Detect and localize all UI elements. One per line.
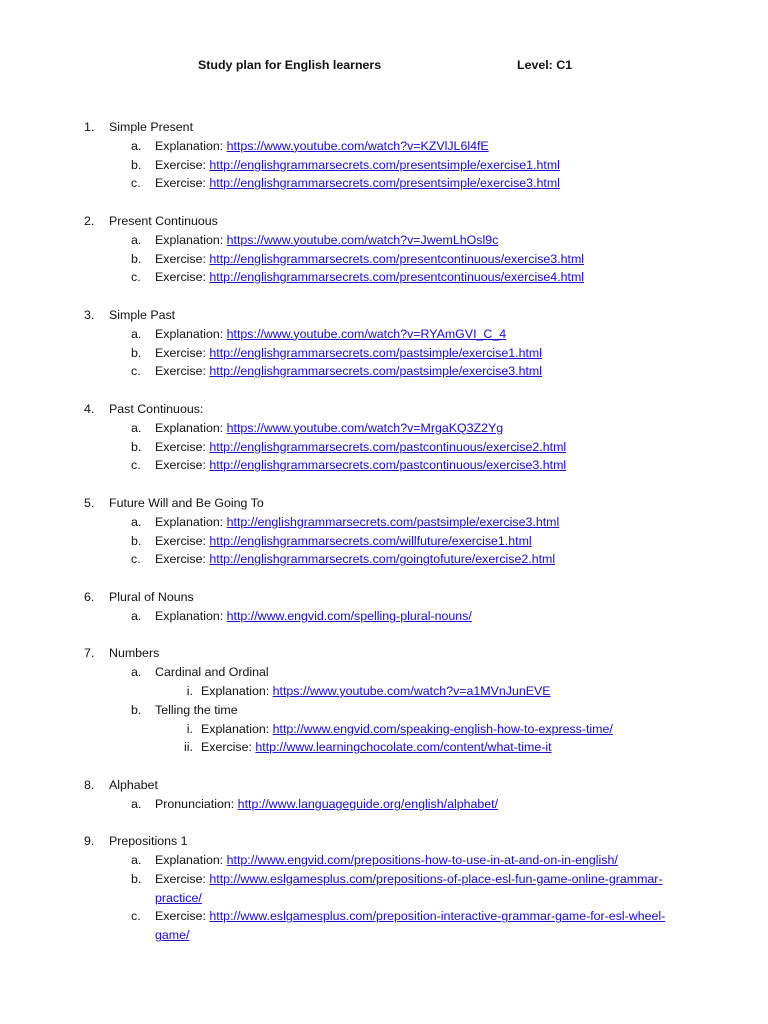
sub-item-label: Explanation: xyxy=(201,683,273,698)
section-heading xyxy=(0,832,768,851)
list-item xyxy=(0,137,768,156)
list-section xyxy=(0,588,768,626)
list-item xyxy=(0,663,768,682)
resource-link[interactable]: http://englishgrammarsecrets.com/presentsimple/exercise1.html xyxy=(209,157,560,172)
list-item xyxy=(0,513,768,532)
section-heading xyxy=(0,776,768,795)
item-marker: c. xyxy=(131,458,141,473)
document-header xyxy=(0,58,768,76)
item-marker: a. xyxy=(131,853,142,868)
section-title: Past Continuous: xyxy=(109,401,204,416)
resource-link[interactable]: http://englishgrammarsecrets.com/pastcontinuous/exercise2.html xyxy=(209,439,567,454)
list-item xyxy=(0,550,768,569)
item-text xyxy=(155,325,506,344)
resource-link[interactable]: http://englishgrammarsecrets.com/presentsimple/exercise3.html xyxy=(209,176,560,191)
item-label: Telling the time xyxy=(155,702,238,717)
item-label: Explanation: xyxy=(155,853,227,868)
item-text xyxy=(155,513,559,532)
link-continuation xyxy=(0,889,768,908)
item-marker: a. xyxy=(131,138,142,153)
sub-item-marker: i. xyxy=(186,721,193,736)
resource-link[interactable]: http://englishgrammarsecrets.com/presentcontinuous/exercise3.html xyxy=(209,251,585,266)
sub-list-item xyxy=(0,682,768,701)
list-section xyxy=(0,494,768,569)
item-text xyxy=(155,362,542,381)
item-text xyxy=(155,550,555,569)
item-marker: c. xyxy=(131,176,141,191)
item-marker: a. xyxy=(131,232,142,247)
resource-link[interactable]: http://englishgrammarsecrets.com/pastcontinuous/exercise3.html xyxy=(209,458,567,473)
item-label: Exercise: xyxy=(155,270,210,285)
item-marker: a. xyxy=(131,326,142,341)
section-title: Plural of Nouns xyxy=(109,589,194,604)
item-marker: a. xyxy=(131,420,142,435)
item-text xyxy=(155,344,542,363)
list-section xyxy=(0,644,768,757)
sub-item-text xyxy=(201,720,613,739)
list-item xyxy=(0,907,768,926)
item-label: Explanation: xyxy=(155,514,227,529)
item-label: Explanation: xyxy=(155,420,227,435)
list-item xyxy=(0,231,768,250)
item-text xyxy=(155,438,566,457)
item-label: Exercise: xyxy=(155,909,210,924)
section-heading xyxy=(0,588,768,607)
sub-list-item xyxy=(0,720,768,739)
item-text xyxy=(155,907,665,926)
resource-link-continuation[interactable]: practice/ xyxy=(155,890,202,905)
section-number: 2. xyxy=(84,213,95,228)
list-section xyxy=(0,776,768,814)
item-text xyxy=(155,250,584,269)
resource-link[interactable]: http://englishgrammarsecrets.com/willfuture/exercise1.html xyxy=(209,533,532,548)
section-title: Present Continuous xyxy=(109,213,218,228)
item-text xyxy=(155,532,532,551)
resource-link[interactable]: http://www.engvid.com/speaking-english-how-to-express-time/ xyxy=(272,721,613,736)
item-text xyxy=(155,456,566,475)
resource-link[interactable]: https://www.youtube.com/watch?v=KZVlJL6l4fE xyxy=(226,138,489,153)
item-marker: a. xyxy=(131,608,142,623)
item-marker: c. xyxy=(131,364,141,379)
sub-item-label: Explanation: xyxy=(201,721,273,736)
list-item xyxy=(0,438,768,457)
item-label: Exercise: xyxy=(155,533,210,548)
item-label: Exercise: xyxy=(155,251,210,266)
list-section xyxy=(0,212,768,287)
sub-item-text xyxy=(201,682,551,701)
item-text xyxy=(155,419,503,438)
list-section xyxy=(0,832,768,945)
item-text xyxy=(155,851,618,870)
section-title: Simple Present xyxy=(109,120,194,134)
item-label: Exercise: xyxy=(155,552,210,567)
list-item xyxy=(0,344,768,363)
section-number: 1. xyxy=(84,120,95,134)
item-text xyxy=(155,174,560,193)
item-marker: b. xyxy=(131,251,142,266)
level-label: Level: C1 xyxy=(517,58,573,72)
list-item xyxy=(0,607,768,626)
item-marker: c. xyxy=(131,552,141,567)
list-item xyxy=(0,532,768,551)
section-heading xyxy=(0,494,768,513)
item-text xyxy=(155,156,560,175)
list-section xyxy=(0,118,768,193)
resource-link[interactable]: http://www.learningchocolate.com/content/what-time-it xyxy=(255,740,552,755)
sub-item-label: Exercise: xyxy=(201,740,256,755)
item-text xyxy=(155,795,498,814)
section-number: 3. xyxy=(84,307,95,322)
resource-link[interactable]: http://englishgrammarsecrets.com/pastsimple/exercise3.html xyxy=(226,514,560,529)
section-heading xyxy=(0,644,768,663)
section-title: Simple Past xyxy=(109,307,176,322)
item-text xyxy=(155,137,489,156)
item-label: Explanation: xyxy=(155,326,227,341)
item-label: Explanation: xyxy=(155,232,227,247)
section-title: Alphabet xyxy=(109,777,158,792)
sub-list-item xyxy=(0,738,768,757)
item-marker: b. xyxy=(131,157,142,172)
list-item xyxy=(0,456,768,475)
item-text xyxy=(155,607,472,626)
item-marker: b. xyxy=(131,702,142,717)
item-text xyxy=(155,663,269,682)
item-label: Explanation: xyxy=(155,608,227,623)
section-number: 4. xyxy=(84,401,95,416)
sub-item-marker: i. xyxy=(186,683,193,698)
resource-link[interactable]: https://www.youtube.com/watch?v=MrgaKQ3Z2Yg xyxy=(226,420,504,435)
item-marker: b. xyxy=(131,533,142,548)
section-title: Numbers xyxy=(109,646,160,661)
section-number: 8. xyxy=(84,777,95,792)
resource-link[interactable]: http://www.eslgamesplus.com/prepositions-of-place-esl-fun-game-online-grammar- xyxy=(209,871,663,886)
resource-link[interactable]: http://www.engvid.com/spelling-plural-nouns/ xyxy=(226,608,472,623)
list-item xyxy=(0,325,768,344)
list-item xyxy=(0,268,768,287)
resource-link[interactable]: http://englishgrammarsecrets.com/pastsimple/exercise3.html xyxy=(209,364,543,379)
section-heading xyxy=(0,400,768,419)
item-marker: a. xyxy=(131,514,142,529)
item-marker: a. xyxy=(131,665,142,680)
link-continuation xyxy=(0,926,768,945)
section-title: Future Will and Be Going To xyxy=(109,495,264,510)
document-title: Study plan for English learners xyxy=(198,58,382,72)
item-text xyxy=(155,268,584,287)
resource-link[interactable]: https://www.youtube.com/watch?v=a1MVnJunEVE xyxy=(272,683,551,698)
resource-link[interactable]: http://www.languageguide.org/english/alphabet/ xyxy=(237,796,499,811)
list-item xyxy=(0,419,768,438)
item-label: Exercise: xyxy=(155,364,210,379)
list-section xyxy=(0,306,768,381)
list-item xyxy=(0,174,768,193)
resource-link[interactable]: https://www.youtube.com/watch?v=JwemLhOsl9c xyxy=(226,232,499,247)
item-marker: c. xyxy=(131,909,141,924)
item-label: Exercise: xyxy=(155,157,210,172)
resource-link[interactable]: http://www.eslgamesplus.com/preposition-interactive-grammar-game-for-esl-wheel- xyxy=(209,909,666,924)
item-label: Exercise: xyxy=(155,345,210,360)
section-number: 7. xyxy=(84,646,95,661)
section-number: 5. xyxy=(84,495,95,510)
resource-link[interactable]: http://www.engvid.com/prepositions-how-to-use-in-at-and-on-in-english/ xyxy=(226,853,618,868)
list-item xyxy=(0,870,768,889)
list-item xyxy=(0,701,768,720)
item-marker: b. xyxy=(131,345,142,360)
list-item xyxy=(0,362,768,381)
section-heading xyxy=(0,118,768,137)
resource-link[interactable]: http://englishgrammarsecrets.com/presentcontinuous/exercise4.html xyxy=(209,270,585,285)
item-label: Exercise: xyxy=(155,176,210,191)
list-item xyxy=(0,156,768,175)
item-label: Pronunciation: xyxy=(155,796,238,811)
section-number: 9. xyxy=(84,834,95,849)
list-section xyxy=(0,400,768,475)
item-label: Explanation: xyxy=(155,138,227,153)
item-text xyxy=(155,231,498,250)
resource-link[interactable]: http://englishgrammarsecrets.com/pastsimple/exercise1.html xyxy=(209,345,543,360)
item-marker: b. xyxy=(131,871,142,886)
item-label: Exercise: xyxy=(155,458,210,473)
list-item xyxy=(0,250,768,269)
study-plan-list xyxy=(0,118,768,964)
item-marker: a. xyxy=(131,796,142,811)
section-title: Prepositions 1 xyxy=(109,834,188,849)
resource-link-continuation[interactable]: game/ xyxy=(155,928,190,943)
list-item xyxy=(0,851,768,870)
item-label: Exercise: xyxy=(155,439,210,454)
resource-link[interactable]: http://englishgrammarsecrets.com/goingtofuture/exercise2.html xyxy=(209,552,556,567)
item-label: Exercise: xyxy=(155,871,210,886)
item-text xyxy=(155,701,238,720)
item-marker: c. xyxy=(131,270,141,285)
list-item xyxy=(0,795,768,814)
item-text xyxy=(155,870,663,889)
resource-link[interactable]: https://www.youtube.com/watch?v=RYAmGVI_C_4 xyxy=(226,326,507,341)
section-heading xyxy=(0,306,768,325)
section-number: 6. xyxy=(84,589,95,604)
item-label: Cardinal and Ordinal xyxy=(155,665,269,680)
sub-item-marker: ii. xyxy=(184,740,193,755)
item-marker: b. xyxy=(131,439,142,454)
sub-item-text xyxy=(201,738,552,757)
section-heading xyxy=(0,212,768,231)
